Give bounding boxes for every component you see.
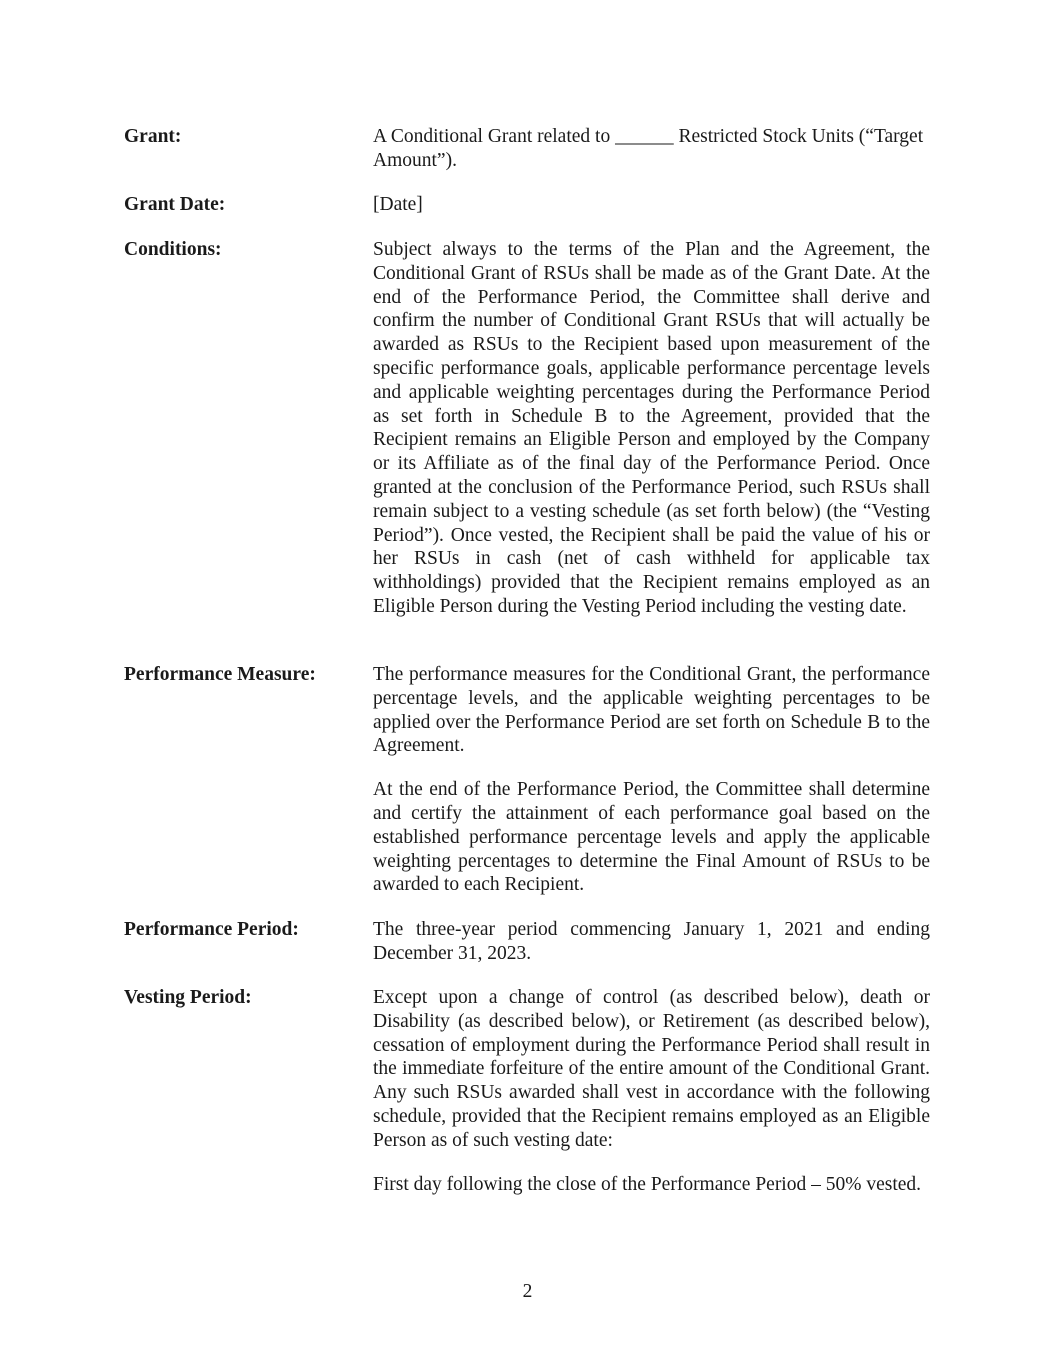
conditions-label: Conditions: (124, 239, 222, 260)
performance-period-label: Performance Period: (124, 919, 299, 940)
conditions-text (373, 238, 930, 619)
conditions-paragraph: Subject always to the terms of the Plan and the Agreement, the Conditional Grant of RSUs shall be made as of the Grant Date. At the end of the Performance Period, the Committee shall derive and confirm the number of Conditional Grant RSUs that will actually be awarded as RSUs to the Recipient based upon measurement of the specific performance goals, applicable performance percentage levels and applicable weighting percentages during the Performance Period as set forth in Schedule B to the Agreement, provided that the Recipient remains an Eligible Person and employed by the Company or its Affiliate as of the final day of the Performance Period. Once granted at the conclusion of the Performance Period, such RSUs shall remain subject to a vesting schedule (as set forth below) (the “Vesting Period”). Once vested, the Recipient shall be paid the value of his or her RSUs in cash (net of cash withheld for applicable tax withholdings) provided that the Recipient remains employed as an Eligible Person during the Vesting Period including the vesting date. (373, 239, 930, 617)
grant-date-label: Grant Date: (124, 194, 226, 215)
performance-measure-paragraph-1: The performance measures for the Conditional Grant, the performance percentage levels, and the applicable weighting percentages to be applied over the Performance Period are set forth on Schedule B to the Agreement. (373, 664, 930, 757)
grant-paragraph: A Conditional Grant related to ______ Restricted Stock Units (“Target Amount”). (373, 126, 924, 171)
grant-text (373, 125, 930, 173)
grant-date-text (373, 193, 930, 217)
performance-measure-text (373, 663, 930, 897)
grant-date-paragraph: [Date] (373, 194, 423, 215)
vesting-period-paragraph-1: Except upon a change of control (as described below), death or Disability (as described below), or Retirement (as described below), cessation of employment during the Performance Period shall result in the immediate forfeiture of the entire amount of the Conditional Grant. Any such RSUs awarded shall vest in accordance with the following schedule, provided that the Recipient remains employed as an Eligible Person as of such vesting date: (373, 987, 930, 1151)
performance-period-text (373, 918, 930, 966)
page-number: 2 (522, 1281, 533, 1302)
performance-measure-label: Performance Measure: (124, 664, 316, 685)
vesting-period-text (373, 986, 930, 1196)
vesting-period-paragraph-2: First day following the close of the Performance Period – 50% vested. (373, 1173, 922, 1195)
grant-label: Grant: (124, 126, 182, 147)
performance-measure-paragraph-2: At the end of the Performance Period, the Committee shall determine and certify the attainment of each performance goal based on the established performance percentage levels and apply the applicable weighting percentages to determine the Final Amount of RSUs to be awarded to each Recipient. (373, 779, 930, 896)
performance-period-paragraph: The three-year period commencing January 1, 2021 and ending December 31, 2023. (373, 919, 930, 964)
vesting-period-label: Vesting Period: (124, 987, 252, 1008)
